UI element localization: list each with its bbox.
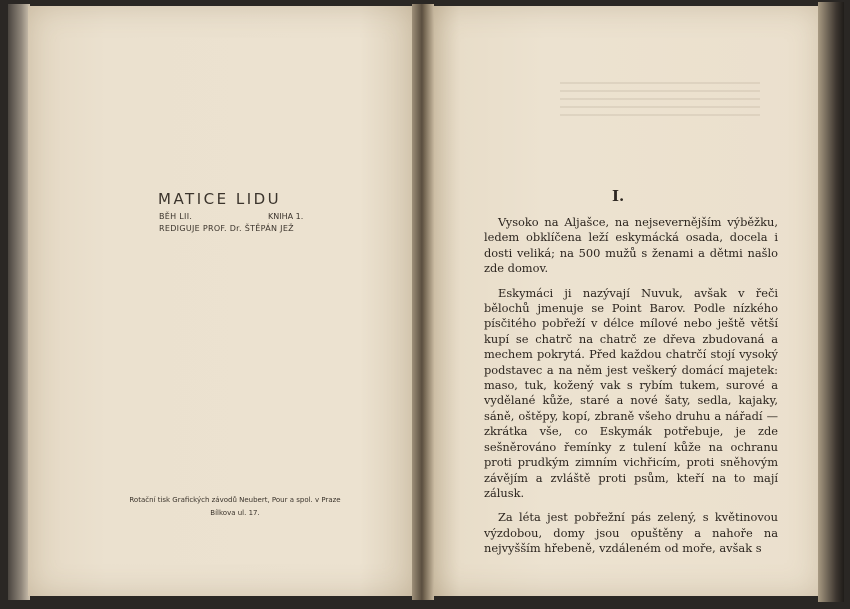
body-text — [484, 215, 778, 566]
book-gutter — [412, 4, 434, 600]
paragraph: Eskymáci ji nazývají Nuvuk, avšak v řeči bělochů jmenuje se Point Barov. Podle nízkého písčitého pobřeží v délce mílové nebo ještě větší kupí se chatrč na chatrč ze dřeva zbudovaná a mechem pokrytá. Před každou chatrčí stojí vysoký podstavec a na něm jest veškerý domácí majetek: maso, tuk, kožený vak s rybím tukem, surové a vydělané kůže, staré a nové šaty, sedla, kajaky, sáně, oštěpy, kopí, zbraně všeho druhu a nářadí — zkrátka vše, co Eskymák potřebuje, je zde sešněrováno řemínky z tulení kůže na ochranu proti prudkým zimním vichřicím, proti sněhovým závějím a zvláště proti psům, kteří na to mají zálusk. — [484, 285, 778, 500]
book-number-label: KNIHA 1. — [268, 212, 304, 221]
printer-line-1: Rotační tisk Grafických závodů Neubert, Pour a spol. v Praze — [129, 496, 341, 504]
book-cover-edge-left — [8, 4, 30, 600]
book-cover-edge-right — [818, 2, 844, 602]
printer-imprint — [100, 494, 370, 520]
volume-label: BĚH LII. — [159, 212, 193, 221]
editor-line: REDIGUJE PROF. Dr. ŠTĚPÁN JEŽ — [159, 224, 294, 233]
paragraph: Za léta jest pobřežní pás zelený, s květinovou výzdobou, domy jsou opuštěny a nahoře na nejvyšším hřebeně, vzdáleném od moře, avšak s — [484, 510, 778, 556]
bleed-through-shadow — [560, 82, 760, 122]
series-title: MATICE LIDU — [158, 190, 282, 208]
printer-line-2: Bílkova ul. 17. — [210, 509, 260, 517]
paragraph: Vysoko na Aljašce, na nejsevernějším výběžku, ledem obklíčena leží eskymácká osada, docela i dosti veliká; na 500 mužů s ženami a dětmi našlo zde domov. — [484, 215, 778, 276]
chapter-heading: I. — [612, 187, 625, 205]
